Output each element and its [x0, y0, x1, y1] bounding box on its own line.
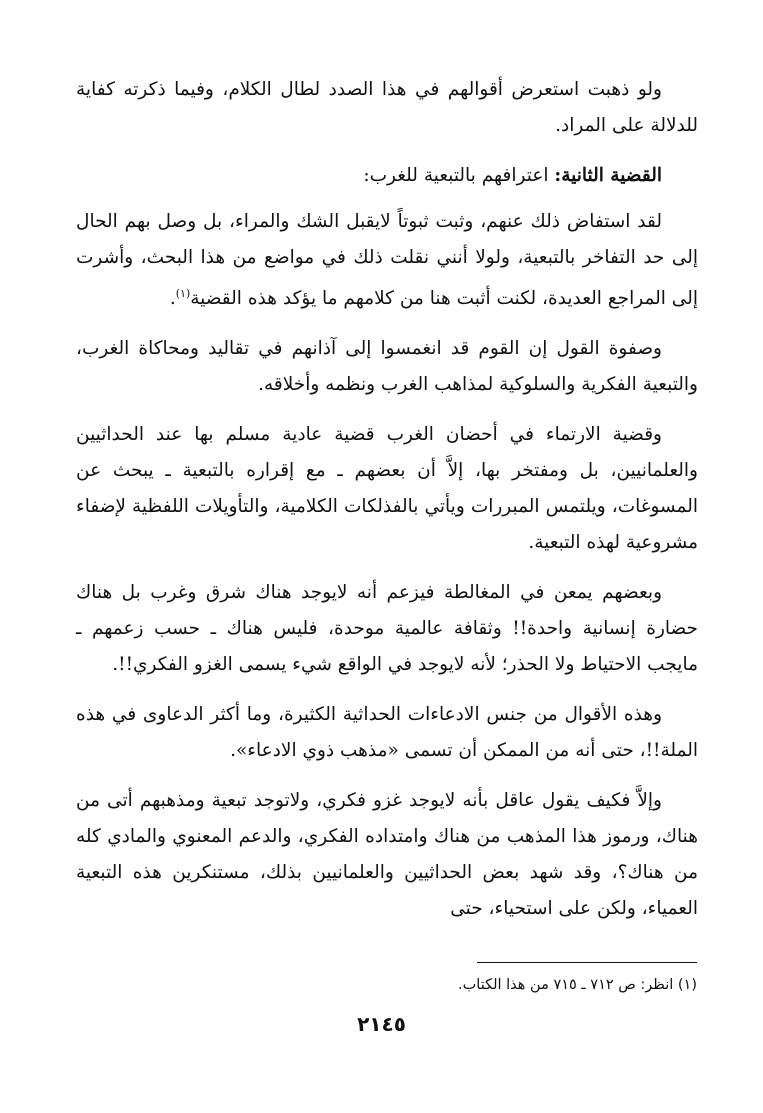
- paragraph-6: وهذه الأقوال من جنس الادعاءات الحداثية الكثيرة، وما أكثر الدعاوى في هذه الملة!!، حتى أنه من الممكن أن تسمى «مذهب ذوي الادعاء».: [76, 704, 698, 762]
- paragraph-5: وبعضهم يمعن في المغالطة فيزعم أنه لايوجد هناك شرق وغرب بل هناك حضارة إنسانية واحدة!! وثقافة عالمية موحدة، فليس هناك ـ حسب زعمهم ـ مايجب الاحتياط ولا الحذر؛ لأنه لايوجد في الواقع شيء يسمى الغزو الفكري!!.: [76, 582, 698, 676]
- footnote-reference: (١): [175, 287, 191, 300]
- footnote-divider: [477, 962, 697, 963]
- heading-text: اعترافهم بالتبعية للغرب:: [363, 165, 549, 186]
- paragraph-4: وقضية الارتماء في أحضان الغرب قضية عادية مسلم بها عند الحداثيين والعلمانيين، بل ومفتخر بها، إلاَّ أن بعضهم ـ مع إقراره بالتبعية ـ يبحث عن المسوغات، ويلتمس المبررات ويأتي بالفذلكات الكلامية، والتأويلات اللفظية لإضفاء مشروعية لهذه التبعية.: [76, 424, 698, 554]
- paragraph-2: لقد استفاض ذلك عنهم، وثبت ثبوتاً لايقبل الشك والمراء، بل وصل بهم الحال إلى حد التفاخر بالتبعية، ولولا أنني نقلت ذلك في مواضع من هذا البحث، وأشرت إلى المراجع العديدة، لكنت أثبت هنا من كلامهم ما يؤكد هذه القضية$^{(١)}$.: [76, 211, 698, 310]
- paragraph-3: وصفوة القول إن القوم قد انغمسوا إلى آذانهم في تقاليد ومحاكاة الغرب، والتبعية الفكرية والسلوكية لمذاهب الغرب ونظمه وأخلاقه.: [76, 338, 698, 396]
- paragraph-7: وإلاَّ فكيف يقول عاقل بأنه لايوجد غزو فكري، ولاتوجد تبعية ومذهبهم أتى من هناك، ورموز هذا المذهب من هناك وامتداده الفكري، والدعم المعنوي والمادي كله من هناك؟، وقد شهد بعض الحداثيين والعلمانيين بذلك، مستنكرين هذه التبعية العمياء، ولكن على استحياء، حتى: [76, 790, 698, 920]
- page-body: [76, 72, 698, 941]
- section-heading: [76, 158, 698, 194]
- paragraph-1: ولو ذهبت استعرض أقوالهم في هذا الصدد لطال الكلام، وفيما ذكرته كفاية للدلالة على المراد.: [76, 79, 698, 136]
- page-number: ٢١٤٥: [357, 1012, 406, 1036]
- paragraph-2-text: لقد استفاض ذلك عنهم، وثبت ثبوتاً لايقبل الشك والمراء، بل وصل بهم الحال إلى حد التفاخر بالتبعية، ولولا أنني نقلت ذلك في مواضع من هذا البحث، وأشرت إلى المراجع العديدة، لكنت أثبت هنا من كلامهم ما يؤكد هذه القضية: [76, 211, 698, 310]
- footnote: (١) انظر: ص ٧١٢ ـ ٧١٥ من هذا الكتاب.: [458, 977, 697, 993]
- heading-label: القضية الثانية:: [554, 165, 662, 186]
